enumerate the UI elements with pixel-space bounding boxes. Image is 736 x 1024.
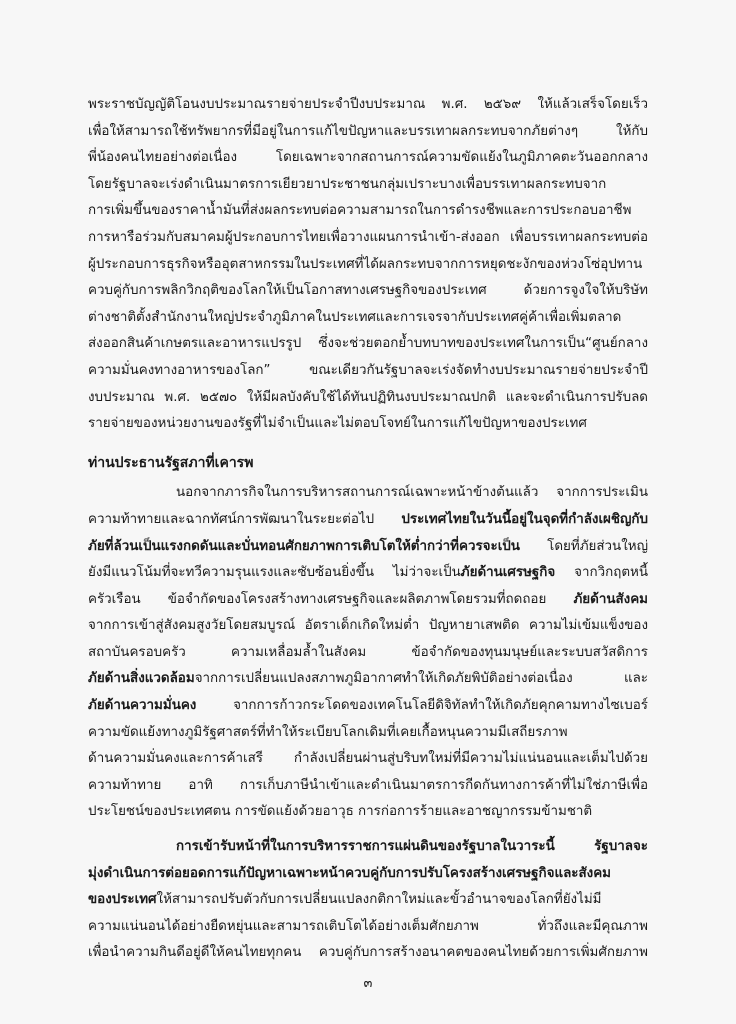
text-run: เพื่อนำความกินดีอยู่ดีให้คนไทยทุกคน ควบคู่กับการสร้างอนาคตของคนไทยด้วยการเพิ่มศักยภาพ: [88, 945, 648, 961]
text-line: ความมั่นคงทางอาหารของโลก” ขณะเดียวกันรัฐบาลจะเร่งจัดทำงบประมาณรายจ่ายประจำปี: [88, 362, 648, 378]
text-run: สถาบันครอบครัว ความเหลื่อมล้ำในสังคม ข้อจำกัดของทุนมนุษย์และระบบสวัสดิการ: [88, 644, 648, 660]
text-run: จากการเข้าสู่สังคมสูงวัยโดยสมบูรณ์ อัตราเด็กเกิดใหม่ต่ำ ปัญหายาเสพติด ความไม่เข้มแข็งของ: [88, 618, 648, 634]
text-line: [88, 914, 648, 941]
text-run: ความขัดแย้งทางภูมิรัฐศาสตร์ที่ทำให้ระเบียบโลกเดิมที่เคยเกื้อหนุนความมีเสถียรภาพ: [88, 724, 568, 740]
text-line: [88, 746, 648, 773]
text-run: ด้านความมั่นคงและการค้าเสรี กำลังเปลี่ยนผ่านสู่บริบทใหม่ที่มีความไม่แน่นอนและเต็มไปด้วย: [88, 751, 648, 767]
text-line: โดยรัฐบาลจะเร่งดำเนินมาตรการเยียวยาประชาชนกลุ่มเปราะบางเพื่อบรรเทาผลกระทบจาก: [88, 176, 607, 192]
text-line: การเพิ่มขึ้นของราคาน้ำมันที่ส่งผลกระทบต่อความสามารถในการดำรงชีพและการประกอบอาชีพ: [88, 203, 632, 219]
text-line: [88, 720, 648, 747]
text-run: ความแน่นอนได้อย่างยืดหยุ่นและสามารถเติบโตได้อย่างเต็มศักยภาพ ทั่วถึงและมีคุณภาพ: [88, 918, 648, 934]
text-line: [88, 534, 648, 561]
emphasis-text: ภัยที่ล้วนเป็นแรงกดดันและบั่นทอนศักยภาพการเติบโตให้ต่ำกว่าที่ควรจะเป็น: [88, 538, 520, 554]
emphasis-text: ภัยด้านความมั่นคง: [88, 698, 197, 714]
text-run: ความท้าทายและฉากทัศน์การพัฒนาในระยะต่อไป: [88, 511, 402, 527]
text-line: [88, 834, 648, 861]
text-run: จากวิกฤตหนี้: [555, 565, 648, 581]
text-line: พี่น้องคนไทยอย่างต่อเนื่อง โดยเฉพาะจากสถานการณ์ความขัดแย้งในภูมิภาคตะวันออกกลาง: [88, 150, 648, 166]
text-line: การหารือร่วมกับสมาคมผู้ประกอบการไทยเพื่อวางแผนการนำเข้า-ส่งออก เพื่อบรรเทาผลกระทบต่อ: [88, 229, 648, 245]
paragraph-2: [88, 480, 648, 826]
text-line: [88, 940, 648, 967]
text-line: ส่งออกสินค้าเกษตรและอาหารแปรรูป ซึ่งจะช่วยตอกย้ำบทบาทของประเทศในการเป็น“ศูนย์กลาง: [88, 336, 648, 352]
emphasis-text: ภัยด้านสิ่งแวดล้อม: [88, 671, 195, 687]
paragraph-1: [88, 92, 648, 438]
text-line: [88, 613, 648, 640]
text-run: ความท้าทาย อาทิ การเก็บภาษีนำเข้าและดำเนินมาตรการกีดกันทางการค้าที่ไม่ใช่ภาษีเพื่อ: [88, 777, 648, 793]
text-line: [88, 666, 648, 693]
text-run: ครัวเรือน ข้อจำกัดของโครงสร้างทางเศรษฐกิจและผลิตภาพโดยรวมที่ถดถอย: [88, 591, 574, 607]
emphasis-text: ของประเทศ: [88, 892, 157, 908]
text-line: งบประมาณ พ.ศ. ๒๕๗๐ ให้มีผลบังคับใช้ได้ทันปฏิทินงบประมาณปกติ และจะดำเนินการปรับลด: [88, 389, 648, 405]
text-run: จากการเปลี่ยนแปลงสภาพภูมิอากาศทำให้เกิดภัยพิบัติอย่างต่อเนื่อง และ: [194, 671, 648, 687]
text-run: ยังมีแนวโน้มที่จะทวีความรุนแรงและซับซ้อนยิ่งขึ้น ไม่ว่าจะเป็น: [88, 565, 461, 581]
text-run: นอกจากภารกิจในการบริหารสถานการณ์เฉพาะหน้าข้างต้นแล้ว จากการประเมิน: [176, 485, 648, 501]
text-line: ต่างชาติตั้งสำนักงานใหญ่ประจำภูมิภาคในประเทศและการเจรจากับประเทศคู่ค้าเพื่อเพิ่มตลาด: [88, 309, 622, 325]
document-body: [88, 92, 648, 967]
text-line: [88, 693, 648, 720]
text-run: จากการก้าวกระโดดของเทคโนโลยีดิจิทัลทำให้เกิดภัยคุกคามทางไซเบอร์: [196, 698, 648, 714]
text-run: ประโยชน์ของประเทศตน การขัดแย้งด้วยอาวุธ การก่อการร้ายและอาชญากรรมข้ามชาติ: [88, 804, 593, 820]
emphasis-text: มุ่งดำเนินการต่อยอดการแก้ปัญหาเฉพาะหน้าควบคู่กับการปรับโครงสร้างเศรษฐกิจและสังคม: [88, 865, 611, 881]
text-line: [88, 560, 648, 587]
text-line: [88, 799, 648, 826]
page-number: ๓: [363, 976, 373, 991]
section-heading: ท่านประธานรัฐสภาที่เคารพ: [88, 454, 254, 471]
paragraph-gap: [88, 826, 648, 834]
emphasis-text: ภัยด้านเศรษฐกิจ: [460, 565, 556, 581]
text-line: [88, 887, 648, 914]
text-line: พระราชบัญญัติโอนงบประมาณรายจ่ายประจำปีงบประมาณ พ.ศ. ๒๕๖๙ ให้แล้วเสร็จโดยเร็ว: [88, 97, 648, 112]
text-line: ควบคู่กับการพลิกวิกฤติของโลกให้เป็นโอกาสทางเศรษฐกิจของประเทศ ด้วยการจูงใจให้บริษัท: [88, 283, 648, 299]
text-line: ผู้ประกอบการธุรกิจหรืออุตสาหกรรมในประเทศที่ได้ผลกระทบจากการหยุดชะงักของห่วงโซ่อุปทาน: [88, 256, 643, 272]
text-run: โดยที่ภัยส่วนใหญ่: [519, 538, 648, 554]
emphasis-text: การเข้ารับหน้าที่ในการบริหารราชการแผ่นดินของรัฐบาลในวาระนี้ รัฐบาลจะ: [176, 839, 648, 855]
text-line: [88, 507, 648, 534]
text-line: [88, 773, 648, 800]
text-line: [88, 480, 648, 507]
text-line: [88, 587, 648, 614]
text-line: [88, 640, 648, 667]
text-line: รายจ่ายของหน่วยงานของรัฐที่ไม่จำเป็นและไม่ตอบโจทย์ในการแก้ไขปัญหาของประเทศ: [88, 416, 587, 432]
paragraph-3: [88, 834, 648, 967]
emphasis-text: ภัยด้านสังคม: [573, 591, 648, 607]
text-line: เพื่อให้สามารถใช้ทรัพยากรที่มีอยู่ในการแก้ไขปัญหาและบรรเทาผลกระทบจากภัยต่างๆ ให้กับ: [88, 123, 648, 139]
text-run: ให้สามารถปรับตัวกับการเปลี่ยนแปลงกติกาใหม่และขั้วอำนาจของโลกที่ยังไม่มี: [156, 892, 602, 908]
text-line: [88, 861, 648, 888]
emphasis-text: ประเทศไทยในวันนี้อยู่ในจุดที่กำลังเผชิญกับ: [401, 511, 648, 527]
